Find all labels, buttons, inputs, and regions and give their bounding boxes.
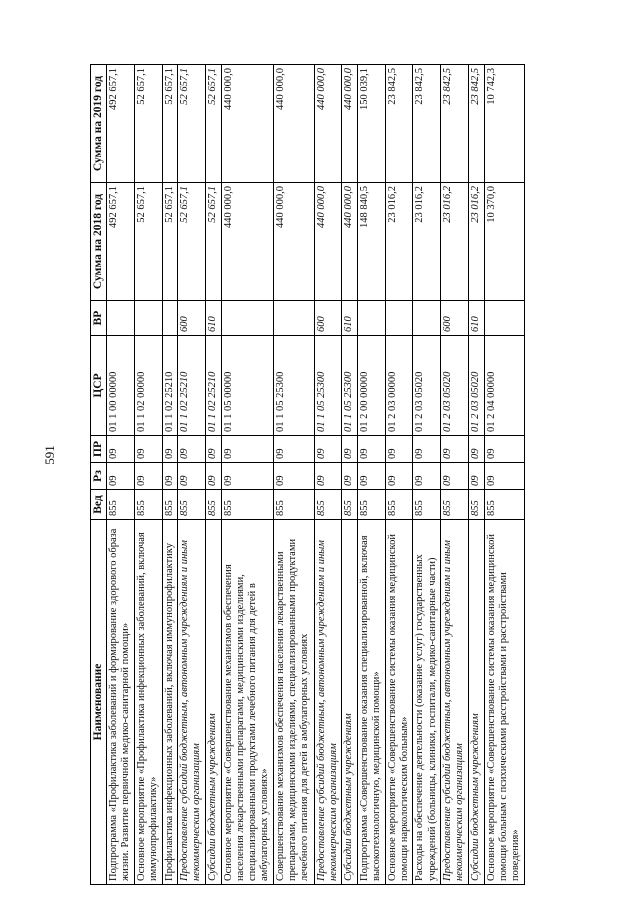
- cell-sum-2018: 23 016,2: [413, 183, 441, 301]
- cell-rz: 09: [135, 463, 163, 490]
- table-row: [221, 65, 274, 885]
- cell-vr: 600: [178, 301, 206, 336]
- cell-pr: 09: [342, 436, 357, 463]
- cell-sum-2019: 10 742,3: [484, 65, 524, 183]
- cell-pr: 09: [441, 436, 469, 463]
- cell-sum-2018: 148 840,5: [357, 183, 385, 301]
- cell-name: Субсидии бюджетным учреждениям: [342, 520, 357, 885]
- cell-rz: 09: [342, 463, 357, 490]
- cell-csr: 01 1 05 25300: [314, 336, 342, 436]
- cell-name: Предоставление субсидий бюджетным, автономным учреждениям и иным некоммерческим организациям: [441, 520, 469, 885]
- table-row: [484, 65, 524, 885]
- cell-pr: 09: [178, 436, 206, 463]
- cell-rz: 09: [469, 463, 484, 490]
- cell-ved: 855: [107, 490, 135, 520]
- cell-pr: 09: [274, 436, 314, 463]
- cell-rz: 09: [274, 463, 314, 490]
- cell-rz: 09: [357, 463, 385, 490]
- cell-sum-2019: 52 657,1: [206, 65, 221, 183]
- cell-vr: 610: [206, 301, 221, 336]
- header-sum-2019: Сумма на 2019 год: [91, 65, 107, 183]
- budget-table: [90, 64, 525, 885]
- cell-csr: 01 1 05 00000: [221, 336, 274, 436]
- header-vr: ВР: [91, 301, 107, 336]
- cell-pr: 09: [135, 436, 163, 463]
- table-row: [206, 65, 221, 885]
- cell-csr: 01 2 03 05020: [441, 336, 469, 436]
- cell-sum-2019: 52 657,1: [162, 65, 177, 183]
- cell-csr: 01 1 02 25210: [178, 336, 206, 436]
- table-row: [441, 65, 469, 885]
- cell-sum-2019: 492 657,1: [107, 65, 135, 183]
- cell-rz: 09: [385, 463, 413, 490]
- cell-vr: [135, 301, 163, 336]
- cell-ved: 855: [484, 490, 524, 520]
- cell-rz: 09: [107, 463, 135, 490]
- cell-rz: 09: [314, 463, 342, 490]
- cell-name: Основное мероприятие «Профилактика инфекционных заболеваний, включая иммунопрофилактику»: [135, 520, 163, 885]
- table-row: [385, 65, 413, 885]
- cell-pr: 09: [484, 436, 524, 463]
- cell-csr: 01 1 00 00000: [107, 336, 135, 436]
- cell-csr: 01 2 00 00000: [357, 336, 385, 436]
- cell-vr: [385, 301, 413, 336]
- cell-vr: [357, 301, 385, 336]
- cell-sum-2019: 23 842,5: [469, 65, 484, 183]
- cell-ved: 855: [441, 490, 469, 520]
- table-row: [162, 65, 177, 885]
- cell-pr: 09: [107, 436, 135, 463]
- cell-sum-2019: 150 039,1: [357, 65, 385, 183]
- cell-sum-2019: 440 000,0: [274, 65, 314, 183]
- cell-sum-2018: 440 000,0: [274, 183, 314, 301]
- header-ved: Вед: [91, 490, 107, 520]
- cell-sum-2018: 52 657,1: [162, 183, 177, 301]
- cell-pr: 09: [385, 436, 413, 463]
- cell-csr: 01 1 05 25300: [274, 336, 314, 436]
- cell-name: Основное мероприятие «Совершенствование механизмов обеспечения населения лекарственными препаратами, медицинскими изделиями, специализированными продуктами лечебного питания для детей в амбулаторных условиях»: [221, 520, 274, 885]
- cell-pr: 09: [357, 436, 385, 463]
- cell-sum-2019: 440 000,0: [314, 65, 342, 183]
- header-sum-2018: Сумма на 2018 год: [91, 183, 107, 301]
- cell-name: Основное мероприятие «Совершенствование системы оказания медицинской помощи наркологическим больным»: [385, 520, 413, 885]
- cell-pr: 09: [162, 436, 177, 463]
- table-row: [107, 65, 135, 885]
- table-row: [178, 65, 206, 885]
- table-row: [469, 65, 484, 885]
- cell-vr: [484, 301, 524, 336]
- cell-pr: 09: [469, 436, 484, 463]
- table-row: [357, 65, 385, 885]
- cell-ved: 855: [357, 490, 385, 520]
- cell-sum-2018: 52 657,1: [178, 183, 206, 301]
- cell-name: Субсидии бюджетным учреждениям: [206, 520, 221, 885]
- header-pr: ПР: [91, 436, 107, 463]
- cell-vr: [107, 301, 135, 336]
- cell-rz: 09: [413, 463, 441, 490]
- cell-sum-2018: 440 000,0: [221, 183, 274, 301]
- cell-vr: [221, 301, 274, 336]
- cell-pr: 09: [413, 436, 441, 463]
- cell-name: Расходы на обеспечение деятельности (оказание услуг) государственных учреждений (больницы, клиники, госпитали, медико-санитарные части): [413, 520, 441, 885]
- cell-vr: [274, 301, 314, 336]
- cell-sum-2019: 23 842,5: [385, 65, 413, 183]
- cell-name: Подпрограмма «Профилактика заболеваний и формирование здорового образа жизни. Развитие первичной медико-санитарной помощи»: [107, 520, 135, 885]
- table-row: [314, 65, 342, 885]
- cell-ved: 855: [314, 490, 342, 520]
- cell-ved: 855: [221, 490, 274, 520]
- table-row: [135, 65, 163, 885]
- cell-name: Подпрограмма «Совершенствование оказания специализированной, включая высокотехнологичную, медицинской помощи»: [357, 520, 385, 885]
- cell-sum-2018: 23 016,2: [385, 183, 413, 301]
- cell-name: Субсидии бюджетным учреждениям: [469, 520, 484, 885]
- cell-vr: 600: [314, 301, 342, 336]
- table-row: [274, 65, 314, 885]
- cell-ved: 855: [178, 490, 206, 520]
- cell-sum-2019: 52 657,1: [178, 65, 206, 183]
- cell-csr: 01 2 04 00000: [484, 336, 524, 436]
- header-rz: Рз: [91, 463, 107, 490]
- cell-ved: 855: [413, 490, 441, 520]
- cell-sum-2018: 52 657,1: [206, 183, 221, 301]
- table-row: [342, 65, 357, 885]
- cell-sum-2018: 492 657,1: [107, 183, 135, 301]
- cell-sum-2018: 23 016,2: [469, 183, 484, 301]
- cell-sum-2018: 440 000,0: [314, 183, 342, 301]
- cell-sum-2019: 52 657,1: [135, 65, 163, 183]
- cell-pr: 09: [221, 436, 274, 463]
- cell-ved: 855: [135, 490, 163, 520]
- cell-pr: 09: [206, 436, 221, 463]
- cell-sum-2019: 440 000,0: [221, 65, 274, 183]
- cell-ved: 855: [274, 490, 314, 520]
- cell-ved: 855: [469, 490, 484, 520]
- header-name: Наименование: [91, 520, 107, 885]
- cell-name: Основное мероприятие «Совершенствование системы оказания медицинской помощи больным с психическими расстройствами и расстройствами поведения»: [484, 520, 524, 885]
- cell-sum-2018: 440 000,0: [342, 183, 357, 301]
- cell-ved: 855: [342, 490, 357, 520]
- page-number: 591: [42, 445, 57, 465]
- cell-vr: [413, 301, 441, 336]
- cell-rz: 09: [206, 463, 221, 490]
- cell-sum-2019: 23 842,5: [441, 65, 469, 183]
- rotated-table-wrapper: [90, 65, 525, 885]
- cell-vr: [162, 301, 177, 336]
- cell-ved: 855: [162, 490, 177, 520]
- cell-name: Профилактика инфекционных заболеваний, включая иммунопрофилактику: [162, 520, 177, 885]
- cell-csr: 01 1 02 00000: [135, 336, 163, 436]
- cell-csr: 01 1 02 25210: [162, 336, 177, 436]
- cell-name: Совершенствование механизмов обеспечения населения лекарственными препаратами, медицинскими изделиями, специализированными продуктами лечебного питания для детей в амбулаторных условиях: [274, 520, 314, 885]
- table-header-row: [91, 65, 107, 885]
- cell-rz: 09: [484, 463, 524, 490]
- cell-sum-2018: 10 370,0: [484, 183, 524, 301]
- cell-ved: 855: [385, 490, 413, 520]
- cell-sum-2018: 23 016,2: [441, 183, 469, 301]
- header-csr: ЦСР: [91, 336, 107, 436]
- cell-name: Предоставление субсидий бюджетным, автономным учреждениям и иным некоммерческим организациям: [178, 520, 206, 885]
- cell-csr: 01 2 03 05020: [469, 336, 484, 436]
- cell-sum-2019: 440 000,0: [342, 65, 357, 183]
- cell-rz: 09: [162, 463, 177, 490]
- cell-rz: 09: [441, 463, 469, 490]
- cell-csr: 01 1 02 25210: [206, 336, 221, 436]
- cell-rz: 09: [178, 463, 206, 490]
- cell-ved: 855: [206, 490, 221, 520]
- cell-sum-2018: 52 657,1: [135, 183, 163, 301]
- table-row: [413, 65, 441, 885]
- cell-sum-2019: 23 842,5: [413, 65, 441, 183]
- cell-csr: 01 2 03 05020: [413, 336, 441, 436]
- cell-csr: 01 2 03 00000: [385, 336, 413, 436]
- cell-vr: 610: [342, 301, 357, 336]
- cell-csr: 01 1 05 25300: [342, 336, 357, 436]
- cell-pr: 09: [314, 436, 342, 463]
- cell-vr: 610: [469, 301, 484, 336]
- cell-rz: 09: [221, 463, 274, 490]
- cell-vr: 600: [441, 301, 469, 336]
- cell-name: Предоставление субсидий бюджетным, автономным учреждениям и иным некоммерческим организациям: [314, 520, 342, 885]
